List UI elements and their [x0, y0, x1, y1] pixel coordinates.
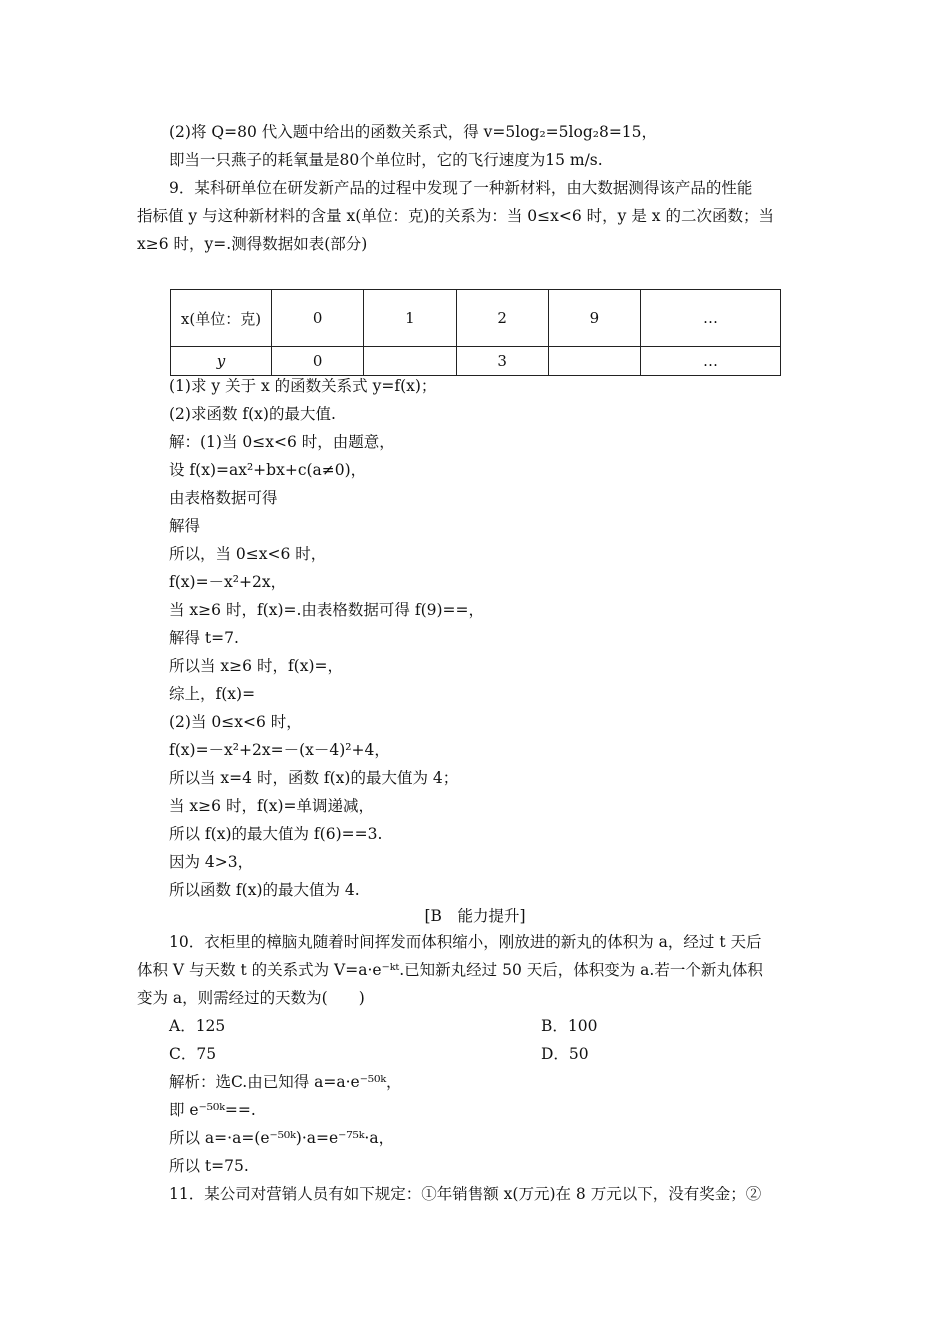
table-cell: …: [641, 290, 781, 347]
table-row: [171, 290, 781, 347]
text-line: 所以 f(x)的最大值为 f(6)==3.: [169, 825, 383, 843]
table-cell: 2: [456, 290, 548, 347]
text-line: (2)将 Q=80 代入题中给出的函数关系式，得 v=5log₂=5log₂8=15，: [169, 123, 658, 141]
text-line: (2)当 0≤x<6 时，: [169, 713, 302, 731]
table-header-cell: x(单位：克): [171, 290, 272, 347]
question-10-line: 10．衣柜里的樟脑丸随着时间挥发而体积缩小，刚放进的新丸的体积为 a，经过 t 天后: [169, 933, 762, 951]
question-11-line: 11．某公司对营销人员有如下规定：①年销售额 x(万元)在 8 万元以下，没有奖金；②: [169, 1185, 762, 1203]
question-9-line: 指标值 y 与这种新材料的含量 x(单位：克)的关系为：当 0≤x<6 时，y 是 x 的二次函数；当: [137, 207, 774, 225]
text-line: 因为 4>3，: [169, 853, 254, 871]
data-table: [170, 289, 781, 376]
text-line: 即当一只燕子的耗氧量是80个单位时，它的飞行速度为15 m/s.: [169, 151, 603, 169]
solution-line: 即 e⁻⁵⁰ᵏ==.: [169, 1101, 256, 1119]
text-line: 解：(1)当 0≤x<6 时，由题意，: [169, 433, 395, 451]
table-header-cell: y: [171, 347, 272, 376]
text-line: 当 x≥6 时，f(x)=.由表格数据可得 f(9)==，: [169, 601, 485, 619]
table-cell: 3: [456, 347, 548, 376]
option-a: A．125: [169, 1017, 226, 1035]
text-line: 解得 t=7.: [169, 629, 239, 647]
question-10-line: 体积 V 与天数 t 的关系式为 V=a·e⁻ᵏᵗ.已知新丸经过 50 天后，体积变为 a.若一个新丸体积: [137, 961, 763, 979]
table-cell: 0: [272, 290, 364, 347]
option-c: C．75: [169, 1045, 217, 1063]
text-line: 解得: [169, 517, 201, 535]
text-line: f(x)=－x²+2x，: [169, 573, 287, 591]
table-row: [171, 347, 781, 376]
text-line: (2)求函数 f(x)的最大值.: [169, 405, 336, 423]
text-line: 设 f(x)=ax²+bx+c(a≠0)，: [169, 461, 367, 479]
text-line: 当 x≥6 时，f(x)=单调递减，: [169, 797, 375, 815]
text-line: f(x)=－x²+2x=－(x－4)²+4，: [169, 741, 390, 759]
table-cell: 1: [364, 290, 456, 347]
table-cell: [364, 347, 456, 376]
text-line: 综上，f(x)=: [169, 685, 256, 703]
table-cell: 0: [272, 347, 364, 376]
option-b: B．100: [541, 1017, 598, 1035]
option-d: D．50: [541, 1045, 589, 1063]
text-line: 所以当 x≥6 时，f(x)=，: [169, 657, 344, 675]
question-10-line: 变为 a，则需经过的天数为( ): [137, 989, 365, 1007]
text-line: (1)求 y 关于 x 的函数关系式 y=f(x)；: [169, 377, 437, 395]
section-title: [B 能力提升]: [424, 907, 526, 925]
text-line: 所以，当 0≤x<6 时，: [169, 545, 327, 563]
solution-line: 解析：选C.由已知得 a=a·e⁻⁵⁰ᵏ，: [169, 1073, 402, 1091]
table-cell: [548, 347, 640, 376]
question-9-line: x≥6 时，y=.测得数据如表(部分): [137, 235, 368, 253]
question-9-line: 9．某科研单位在研发新产品的过程中发现了一种新材料，由大数据测得该产品的性能: [169, 179, 753, 197]
text-line: 所以当 x=4 时，函数 f(x)的最大值为 4；: [169, 769, 459, 787]
solution-line: 所以 a=·a=(e⁻⁵⁰ᵏ)·a=e⁻⁷⁵ᵏ·a，: [169, 1129, 395, 1147]
table-cell: …: [641, 347, 781, 376]
text-line: 由表格数据可得: [169, 489, 278, 507]
text-line: 所以函数 f(x)的最大值为 4.: [169, 881, 360, 899]
solution-line: 所以 t=75.: [169, 1157, 249, 1175]
table-cell: 9: [548, 290, 640, 347]
